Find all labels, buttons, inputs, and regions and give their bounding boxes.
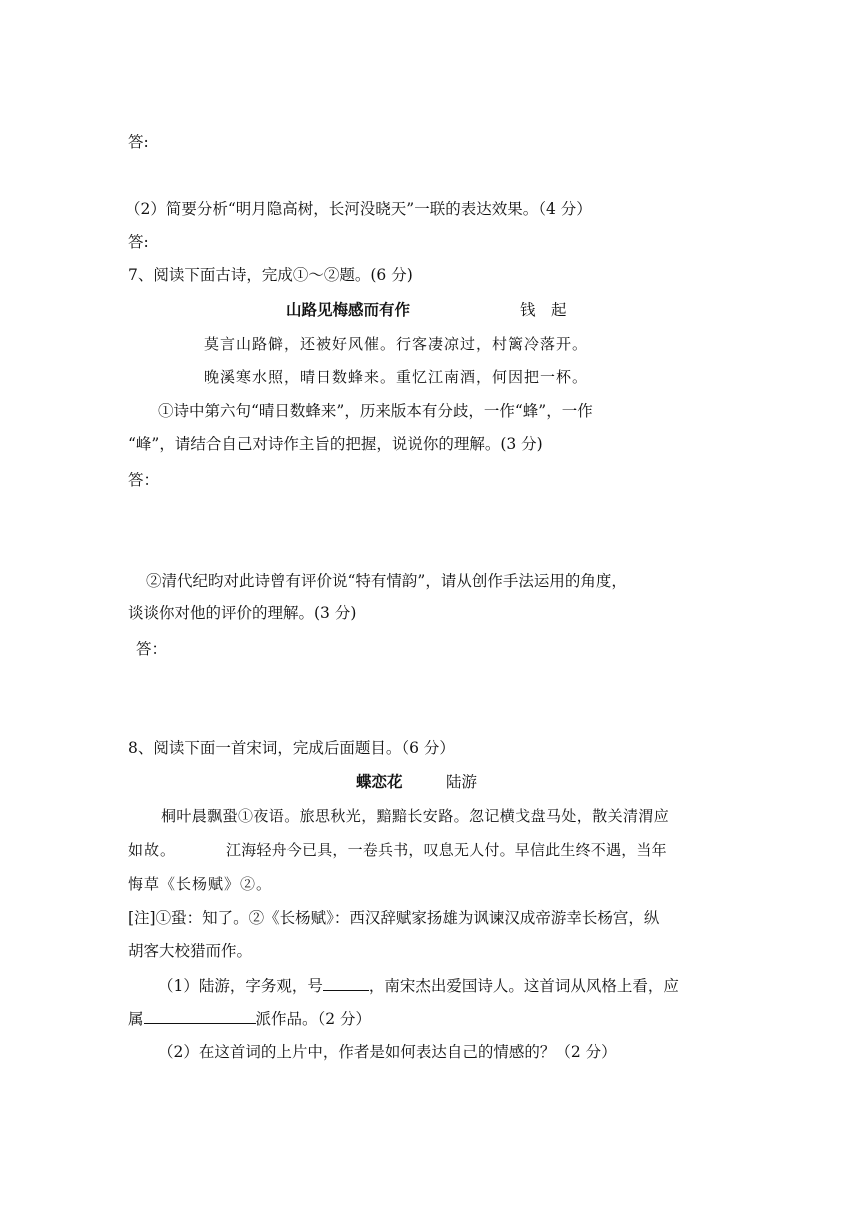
poem-author: 钱 起 <box>520 301 567 319</box>
poem-line: 莫言山路僻，还被好风催。行客凄凉过，村篱冷落开。 <box>204 335 589 353</box>
ci-line: 桐叶晨飘蛩①夜语。旅思秋光，黯黯长安路。忽记横戈盘马处，散关清渭应 <box>161 807 670 825</box>
ci-author: 陆游 <box>446 773 478 791</box>
question-7-1: ①诗中第六句“晴日数蜂来”，历来版本有分歧，一作“蜂”，一作 <box>158 402 593 420</box>
annotation-cont: 胡客大校猎而作。 <box>128 942 253 960</box>
ci-line: 悔草《长杨赋》②。 <box>128 875 273 893</box>
answer-label: 答： <box>136 640 168 658</box>
question-8-1 <box>158 974 679 997</box>
poem-line: 晚溪寒水照，晴日数蜂来。重忆江南酒，何因把一杯。 <box>204 368 589 386</box>
question-8-1-text: （1）陆游，字务观，号 <box>158 977 323 995</box>
question-8-1-text: 属 <box>128 1010 144 1028</box>
question-7-2: ②清代纪昀对此诗曾有评价说“特有情韵”，请从创作手法运用的角度， <box>146 572 627 590</box>
question-8-intro: 8、阅读下面一首宋词，完成后面题目。（6 分） <box>128 739 455 757</box>
question-8-2: （2）在这首词的上片中，作者是如何表达自己的情感的？（2 分） <box>158 1043 617 1061</box>
ci-title: 蝶恋花 <box>356 773 403 791</box>
poem-title: 山路见梅感而有作 <box>286 301 411 319</box>
answer-label: 答: <box>128 233 149 251</box>
question-7-2-cont: 谈谈你对他的评价的理解。(3 分) <box>128 604 357 622</box>
question-8-1-text: ，南宋杰出爱国诗人。这首词从风格上看，应 <box>368 977 679 995</box>
ci-line: 如故。 <box>128 841 177 859</box>
answer-label: 答： <box>128 471 160 489</box>
question-7-1-cont: “峰”，请结合自己对诗作主旨的把握，说说你的理解。(3 分) <box>128 435 543 453</box>
annotation: [注]①蛩：知了。②《长杨赋》：西汉辞赋家扬雄为讽谏汉成帝游幸长杨宫，纵 <box>128 909 660 927</box>
ci-line: 江海轻舟今已具，一卷兵书，叹息无人付。早信此生终不遇，当年 <box>226 841 667 859</box>
question-8-1-text: 派作品。（2 分） <box>255 1010 372 1028</box>
question-6-2: （2）简要分析“明月隐高树，长河没晓天”一联的表达效果。（4 分） <box>125 200 592 218</box>
fill-blank-school[interactable] <box>144 1007 256 1024</box>
question-7-intro: 7、阅读下面古诗，完成①～②题。(6 分) <box>128 266 413 284</box>
question-8-1-cont <box>128 1007 371 1030</box>
answer-label: 答: <box>128 133 149 151</box>
fill-blank-hao[interactable] <box>323 974 369 991</box>
